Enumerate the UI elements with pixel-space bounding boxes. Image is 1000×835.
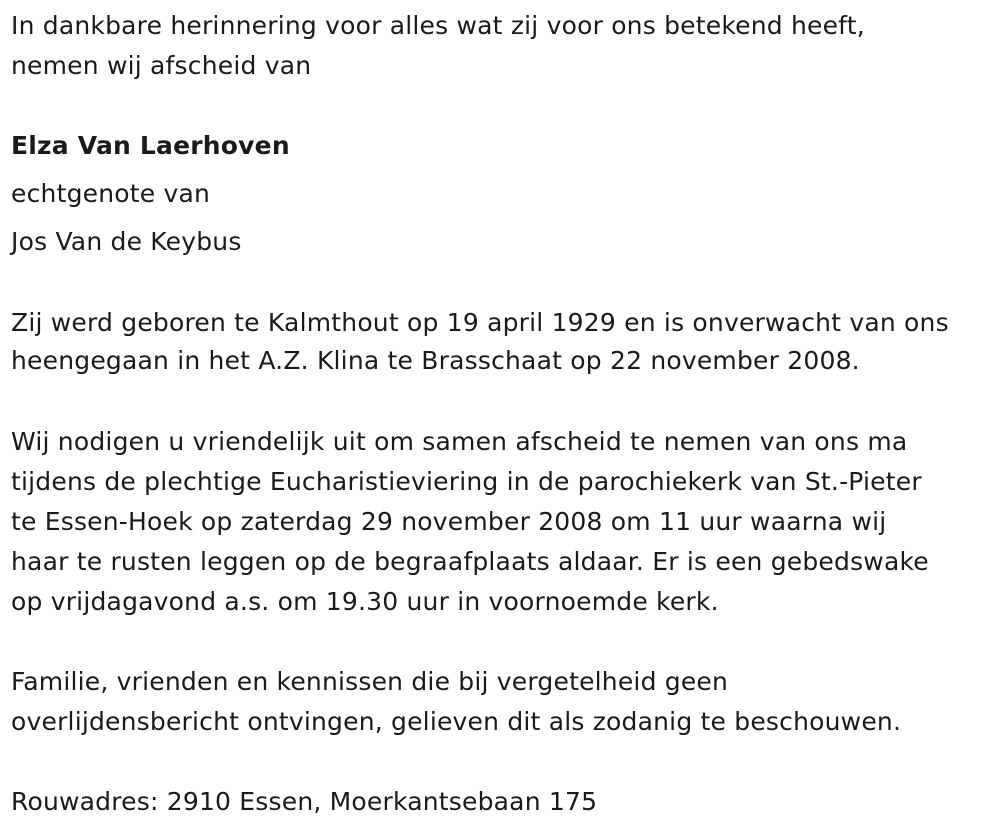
invitation-line-3: te Essen-Hoek op zaterdag 29 november 2008 om 11 uur waarna wij: [11, 507, 887, 536]
intro-line-1: In dankbare herinnering voor alles wat zij voor ons betekend heeft,: [11, 11, 865, 40]
spouse-name: Jos Van de Keybus: [11, 227, 242, 256]
notice-line-2: overlijdensbericht ontvingen, gelieven dit als zodanig te beschouwen.: [11, 707, 902, 736]
notice-line-1: Familie, vrienden en kennissen die bij vergetelheid geen: [11, 667, 729, 696]
birth-death-line-1: Zij werd geboren te Kalmthout op 19 april 1929 en is onverwacht van ons: [11, 308, 949, 337]
deceased-name: Elza Van Laerhoven: [11, 131, 290, 160]
relation-text: echtgenote van: [11, 179, 211, 208]
mourning-address: Rouwadres: 2910 Essen, Moerkantsebaan 175: [11, 787, 598, 816]
birth-death-line-2: heengegaan in het A.Z. Klina te Brasschaat op 22 november 2008.: [11, 346, 860, 375]
intro-line-2: nemen wij afscheid van: [11, 51, 312, 80]
invitation-line-4: haar te rusten leggen op de begraafplaats aldaar. Er is een gebedswake: [11, 547, 929, 576]
invitation-line-1: Wij nodigen u vriendelijk uit om samen afscheid te nemen van ons ma: [11, 427, 908, 456]
invitation-line-2: tijdens de plechtige Eucharistieviering in de parochiekerk van St.-Pieter: [11, 467, 922, 496]
invitation-line-5: op vrijdagavond a.s. om 19.30 uur in voornoemde kerk.: [11, 587, 719, 616]
